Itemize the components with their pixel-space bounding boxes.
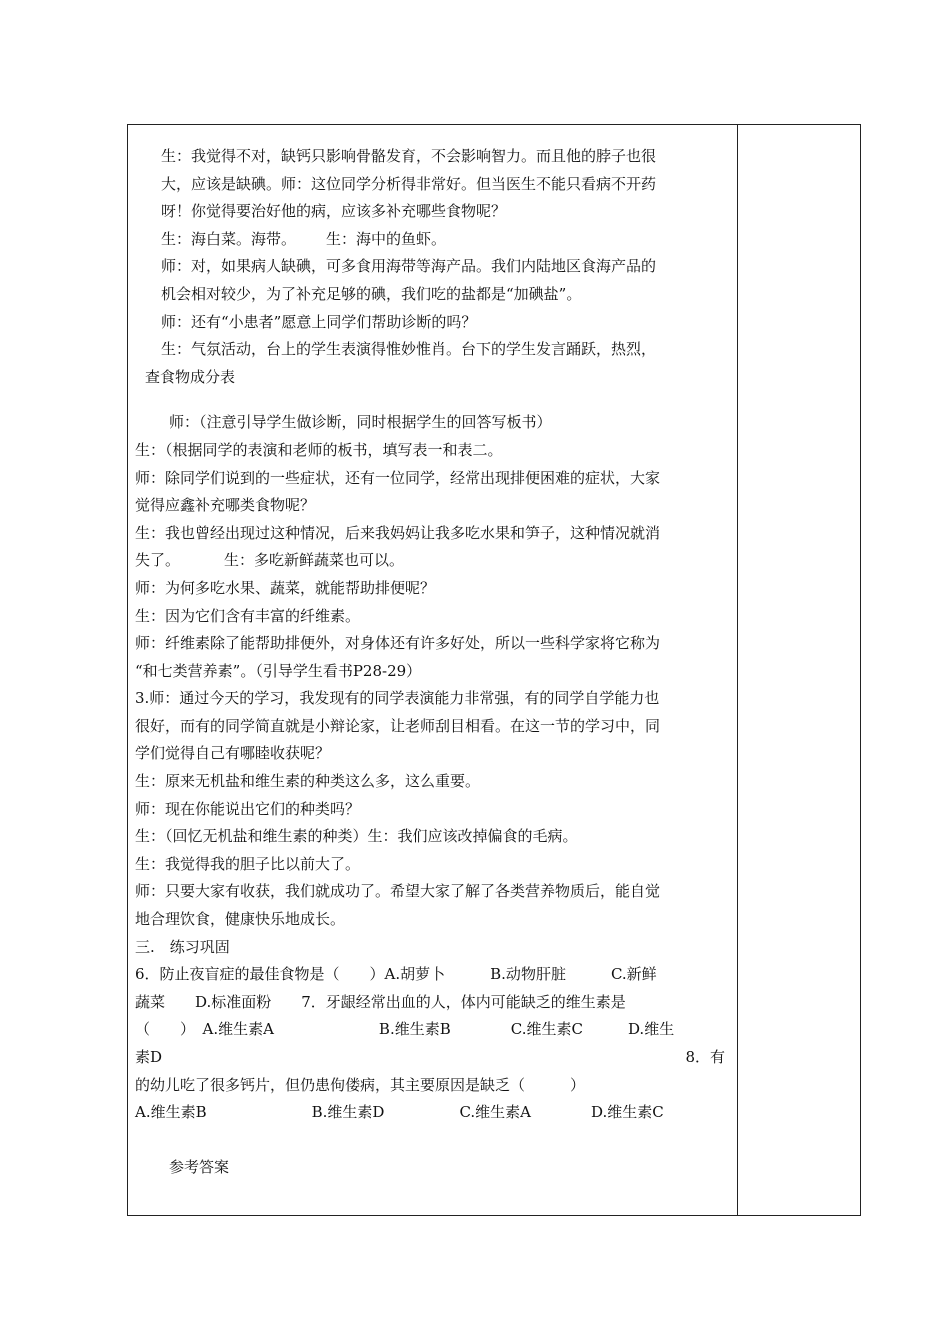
question-line: A.维生素B B.维生素D C.维生素A D.维生素C [135, 1103, 664, 1122]
text-line: 生：我觉得我的胆子比以前大了。 [135, 854, 361, 873]
text-span: 生：海中的鱼虾。 [326, 229, 447, 248]
text-line: 生：（根据同学的表演和老师的板书，填写表一和表二。 [135, 440, 503, 459]
column-divider [737, 124, 738, 1216]
text-span: 生：海白菜。海带。 [161, 229, 297, 248]
text-line: 师：（注意引导学生做诊断，同时根据学生的回答写板书） [169, 413, 552, 432]
text-line: 生：原来无机盐和维生素的种类这么多，这么重要。 [135, 772, 481, 791]
text-line: 师：现在你能说出它们的种类吗？ [135, 799, 361, 818]
text-line: 师：还有“小患者”愿意上同学们帮助诊断的吗？ [161, 312, 477, 331]
text-line: 生：因为它们含有丰富的纤维素。 [135, 606, 361, 625]
question-line: 6．防止夜盲症的最佳食物是（ ）A.胡萝卜 B.动物肝脏 C.新鲜 [135, 965, 657, 984]
text-line: “和七类营养素”。（引导学生看书P28-29） [135, 661, 422, 680]
text-line [135, 226, 725, 254]
text-line: 师：除同学们说到的一些症状，还有一位同学，经常出现排便困难的症状，大家 [135, 468, 661, 487]
text-line: 生：（回忆无机盐和维生素的种类）生：我们应该改掉偏食的毛病。 [135, 827, 578, 846]
text-line: 师：为何多吃水果、蔬菜，就能帮助排便呢？ [135, 578, 436, 597]
text-line: 觉得应鑫补充哪类食物呢？ [135, 496, 316, 515]
text-line: 生：气氛活动，台上的学生表演得惟妙惟肖。台下的学生发言踊跃，热烈， [161, 340, 657, 359]
text-line: 3.师：通过今天的学习，我发现有的同学表演能力非常强，有的同学自学能力也 [135, 689, 660, 708]
text-line: 学们觉得自己有哪睦收获呢？ [135, 744, 331, 763]
text-line: 地合理饮食，健康快乐地成长。 [135, 910, 346, 929]
text-line: 大，应该是缺碘。师：这位同学分析得非常好。但当医生不能只看病不开药 [161, 174, 657, 193]
text-line: 师：对，如果病人缺碘，可多食用海带等海产品。我们内陆地区食海产品的 [161, 257, 657, 276]
lesson-content [135, 143, 725, 1181]
text-line: 师：只要大家有收获，我们就成功了。希望大家了解了各类营养物质后，能自觉 [135, 882, 661, 901]
text-span: 生：多吃新鲜蔬菜也可以。 [224, 551, 405, 570]
text-span: 素D [135, 1048, 163, 1066]
text-line: 很好，而有的同学简直就是小辩论家，让老师刮目相看。在这一节的学习中，同 [135, 716, 661, 735]
section-heading: 三. 练习巩固 [135, 937, 230, 956]
text-line: 机会相对较少，为了补充足够的碘，我们吃的盐都是“加碘盐”。 [161, 284, 582, 303]
text-line: 查食物成分表 [145, 367, 236, 386]
question-line: 蔬菜 D.标准面粉 7．牙龈经常出血的人，体内可能缺乏的维生素是 [135, 992, 626, 1011]
text-line: 呀！你觉得要治好他的病，应该多补充哪些食物呢？ [161, 202, 507, 221]
question-line [135, 1044, 725, 1072]
text-line: 生：我觉得不对，缺钙只影响骨骼发育，不会影响智力。而且他的脖子也很 [161, 147, 657, 165]
question-line: 的幼儿吃了很多钙片，但仍患佝偻病，其主要原因是缺乏（ ） [135, 1075, 586, 1094]
text-line [135, 547, 725, 575]
text-span: 8．有 [685, 1048, 725, 1066]
text-line: 生：我也曾经出现过这种情况，后来我妈妈让我多吃水果和笋子，这种情况就消 [135, 523, 661, 542]
text-span: 失了。 [135, 551, 181, 570]
question-line: （ ） A.维生素A B.维生素B C.维生素C D.维生 [135, 1020, 675, 1039]
answer-heading: 参考答案 [169, 1157, 230, 1176]
text-line: 师：纤维素除了能帮助排便外，对身体还有许多好处，所以一些科学家将它称为 [135, 634, 661, 653]
